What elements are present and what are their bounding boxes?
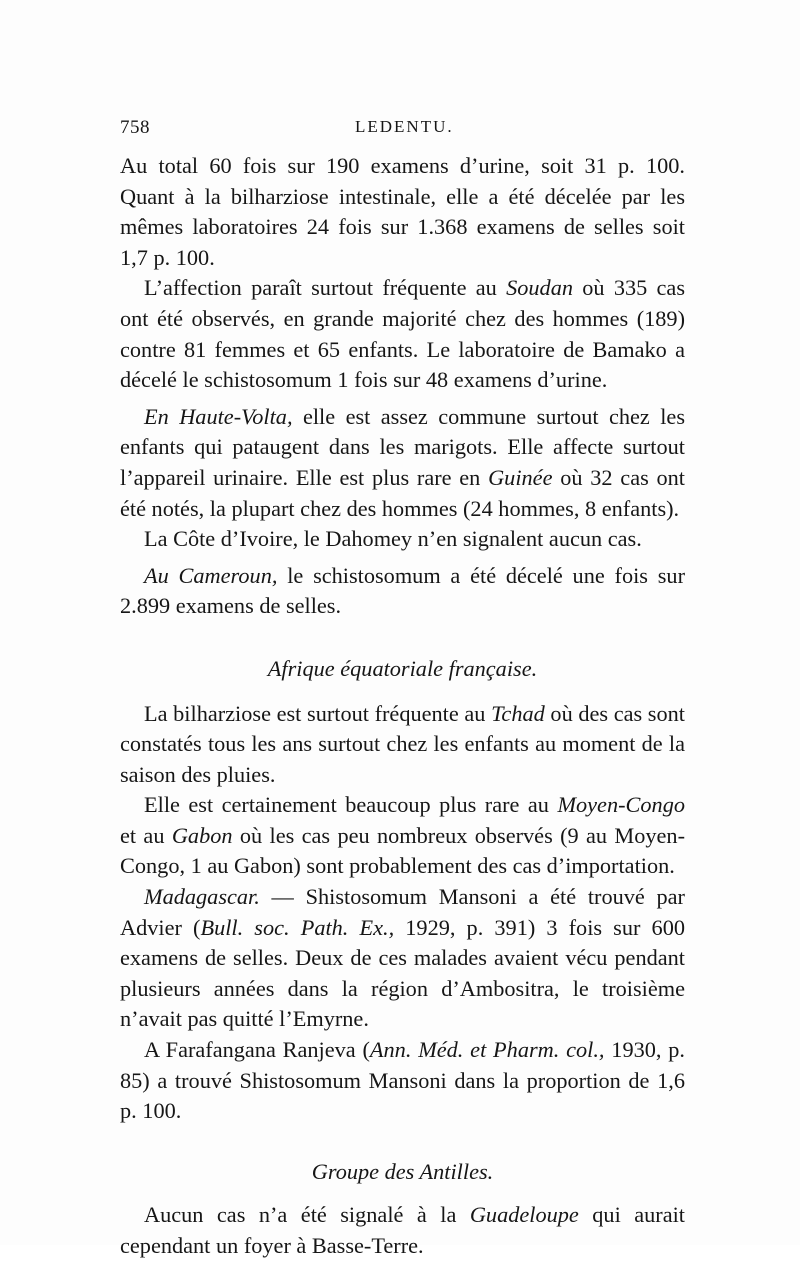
- paragraph-guadeloupe: [120, 1200, 685, 1261]
- text-span: 1929, p. 391) 3 fois sur 600 examens de selles. Deux de ces malades avaient vécu pendant plusieurs années dans la région d’Ambositra, le troisième n’avait pas quitté l’Emyrne.: [120, 914, 685, 1032]
- text-span: L’affection paraît surtout fréquente au: [144, 275, 507, 301]
- text-span: où des cas sont constatés tous les ans surtout chez les enfants au moment de la saison des pluies.: [120, 700, 685, 787]
- text-span: Aucun cas n’a été signalé à la: [144, 1202, 470, 1228]
- text-line: Quant à la bilharziose intestinale, elle a été décelée par les: [120, 183, 685, 209]
- place-name-guinee: Guinée: [488, 464, 553, 490]
- text-span: où 335 cas ont été observés, en grande majorité chez des hommes (189) contre 81 femmes et 65 enfants. Le laboratoire de Bamako a décelé le schistosomum 1 fois sur 48 examens d’urine.: [120, 275, 686, 393]
- section-title-antilles: Groupe des Antilles.: [311, 1158, 494, 1184]
- text-span: A Farafangana Ranjeva (: [144, 1037, 370, 1063]
- place-name-haute-volta: En Haute-Volta,: [144, 403, 293, 429]
- text-line: 1,7 p. 100.: [120, 244, 215, 270]
- text-span: elle est assez commune surtout chez les enfants qui pataugent dans les marigots. Elle affecte surtout l’appareil urinaire. Elle est plus rare en: [120, 403, 686, 490]
- text-span: — Shistosomum Mansoni a été trouvé par Advier (: [120, 884, 685, 940]
- paragraph-farafangana: [120, 1035, 685, 1127]
- paragraph-soudan: [120, 273, 685, 395]
- journal-citation: Ann. Méd. et Pharm. col.,: [369, 1037, 605, 1063]
- page-body: [120, 151, 685, 1262]
- place-name-madagascar: Madagascar.: [144, 884, 260, 910]
- text-span: Elle est certainement beaucoup plus rare au: [144, 792, 558, 818]
- page-number: 758: [120, 117, 150, 138]
- text-line: Au total 60 fois sur 190 examens d’urine, soit 31 p. 100.: [120, 153, 685, 178]
- place-name-gabon: Gabon: [171, 822, 233, 848]
- text-span: et au: [120, 822, 172, 848]
- paragraph-urine-totals: [120, 151, 685, 273]
- place-name-cameroun: Au Cameroun,: [144, 562, 278, 588]
- paragraph-haute-volta: [120, 402, 685, 524]
- page-header: [120, 117, 685, 145]
- text-span: 1930, p. 85) a trouvé Shistosomum Mansoni dans la proportion de 1,6 p. 100.: [120, 1037, 685, 1124]
- paragraph-madagascar: [120, 882, 685, 1035]
- text-span: où les cas peu nombreux observés (9 au Moyen-Congo, 1 au Gabon) sont probablement des cas d’importation.: [120, 822, 685, 879]
- running-head: LEDENTU.: [355, 117, 454, 136]
- paragraph-tchad: [120, 699, 685, 791]
- place-name-moyen-congo: Moyen-Congo: [557, 792, 685, 818]
- text-span: le schistosomum a été décelé une fois sur 2.899 examens de selles.: [120, 562, 685, 619]
- place-name-guadeloupe: Guadeloupe: [469, 1202, 579, 1228]
- section-title-afrique-equatoriale: Afrique équatoriale française.: [267, 655, 538, 681]
- journal-citation: Bull. soc. Path. Ex.,: [200, 914, 395, 940]
- text-span: La bilharziose est surtout fréquente au: [144, 700, 492, 726]
- paragraph-moyen-congo: [120, 790, 685, 882]
- paragraph-cote-ivoire: La Côte d’Ivoire, le Dahomey n’en signalent aucun cas.: [144, 526, 642, 552]
- paragraph-cameroun: [120, 561, 685, 622]
- place-name-soudan: Soudan: [506, 275, 573, 301]
- place-name-tchad: Tchad: [491, 700, 545, 726]
- text-line: mêmes laboratoires 24 fois sur 1.368 examens de selles soit: [120, 214, 685, 240]
- text-span: qui aurait cependant un foyer à Basse-Terre.: [120, 1202, 685, 1258]
- text-span: où 32 cas ont été notés, la plupart chez des hommes (24 hommes, 8 enfants).: [120, 464, 686, 521]
